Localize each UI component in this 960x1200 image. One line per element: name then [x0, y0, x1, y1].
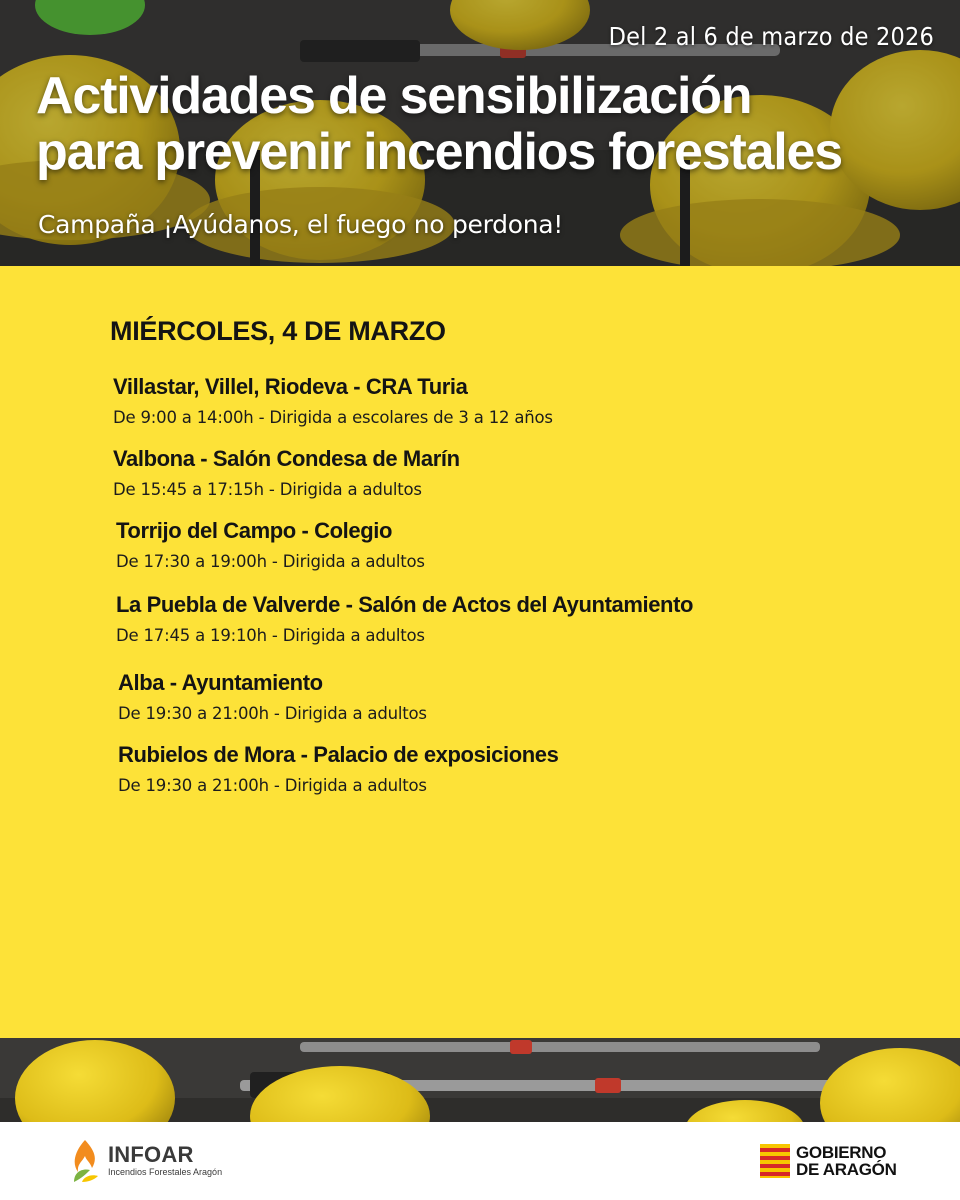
gobierno-aragon-logo	[760, 1144, 897, 1178]
infoar-logo	[68, 1138, 222, 1182]
campaign-dates: Del 2 al 6 de marzo de 2026	[608, 22, 934, 51]
gobierno-line-2: DE ARAGÓN	[796, 1160, 897, 1179]
list-item	[113, 446, 460, 499]
list-item	[116, 518, 425, 571]
gobierno-line-1: GOBIERNO	[796, 1143, 887, 1162]
event-detail: De 9:00 a 14:00h - Dirigida a escolares de 3 a 12 años	[113, 408, 553, 427]
infoar-tagline: Incendios Forestales Aragón	[108, 1166, 223, 1177]
page-title	[36, 68, 936, 180]
event-place: Villastar, Villel, Riodeva - CRA Turia	[113, 374, 468, 399]
event-detail: De 19:30 a 21:00h - Dirigida a adultos	[118, 776, 427, 795]
page-title-line-2: para prevenir incendios forestales	[36, 123, 842, 181]
event-place: Torrijo del Campo - Colegio	[116, 518, 393, 543]
event-place: Valbona - Salón Condesa de Marín	[113, 446, 460, 471]
event-place: La Puebla de Valverde - Salón de Actos del Ayuntamiento	[116, 592, 694, 617]
footer	[0, 1122, 960, 1200]
aragon-flag-icon	[760, 1144, 790, 1178]
event-detail: De 19:30 a 21:00h - Dirigida a adultos	[118, 704, 427, 723]
list-item	[116, 592, 693, 645]
header-photo-band	[0, 0, 960, 266]
bottom-photo-band	[0, 1038, 960, 1122]
list-item	[113, 374, 553, 427]
firefighter-helmets-tools-photo	[0, 1038, 960, 1122]
infoar-name: INFOAR	[108, 1141, 194, 1167]
flame-leaf-icon	[68, 1138, 102, 1182]
event-place: Rubielos de Mora - Palacio de exposiciones	[118, 742, 559, 767]
schedule-panel	[0, 266, 960, 1038]
infoar-wordmark	[108, 1143, 222, 1178]
list-item	[118, 742, 558, 795]
event-detail: De 15:45 a 17:15h - Dirigida a adultos	[113, 480, 422, 499]
event-place: Alba - Ayuntamiento	[118, 670, 323, 695]
page-title-line-1: Actividades de sensibilización	[36, 67, 752, 125]
campaign-subtitle: Campaña ¡Ayúdanos, el fuego no perdona!	[38, 210, 563, 239]
day-heading: MIÉRCOLES, 4 DE MARZO	[110, 316, 446, 346]
gobierno-aragon-wordmark	[796, 1144, 897, 1178]
list-item	[118, 670, 427, 723]
event-detail: De 17:45 a 19:10h - Dirigida a adultos	[116, 626, 425, 645]
event-detail: De 17:30 a 19:00h - Dirigida a adultos	[116, 552, 425, 571]
